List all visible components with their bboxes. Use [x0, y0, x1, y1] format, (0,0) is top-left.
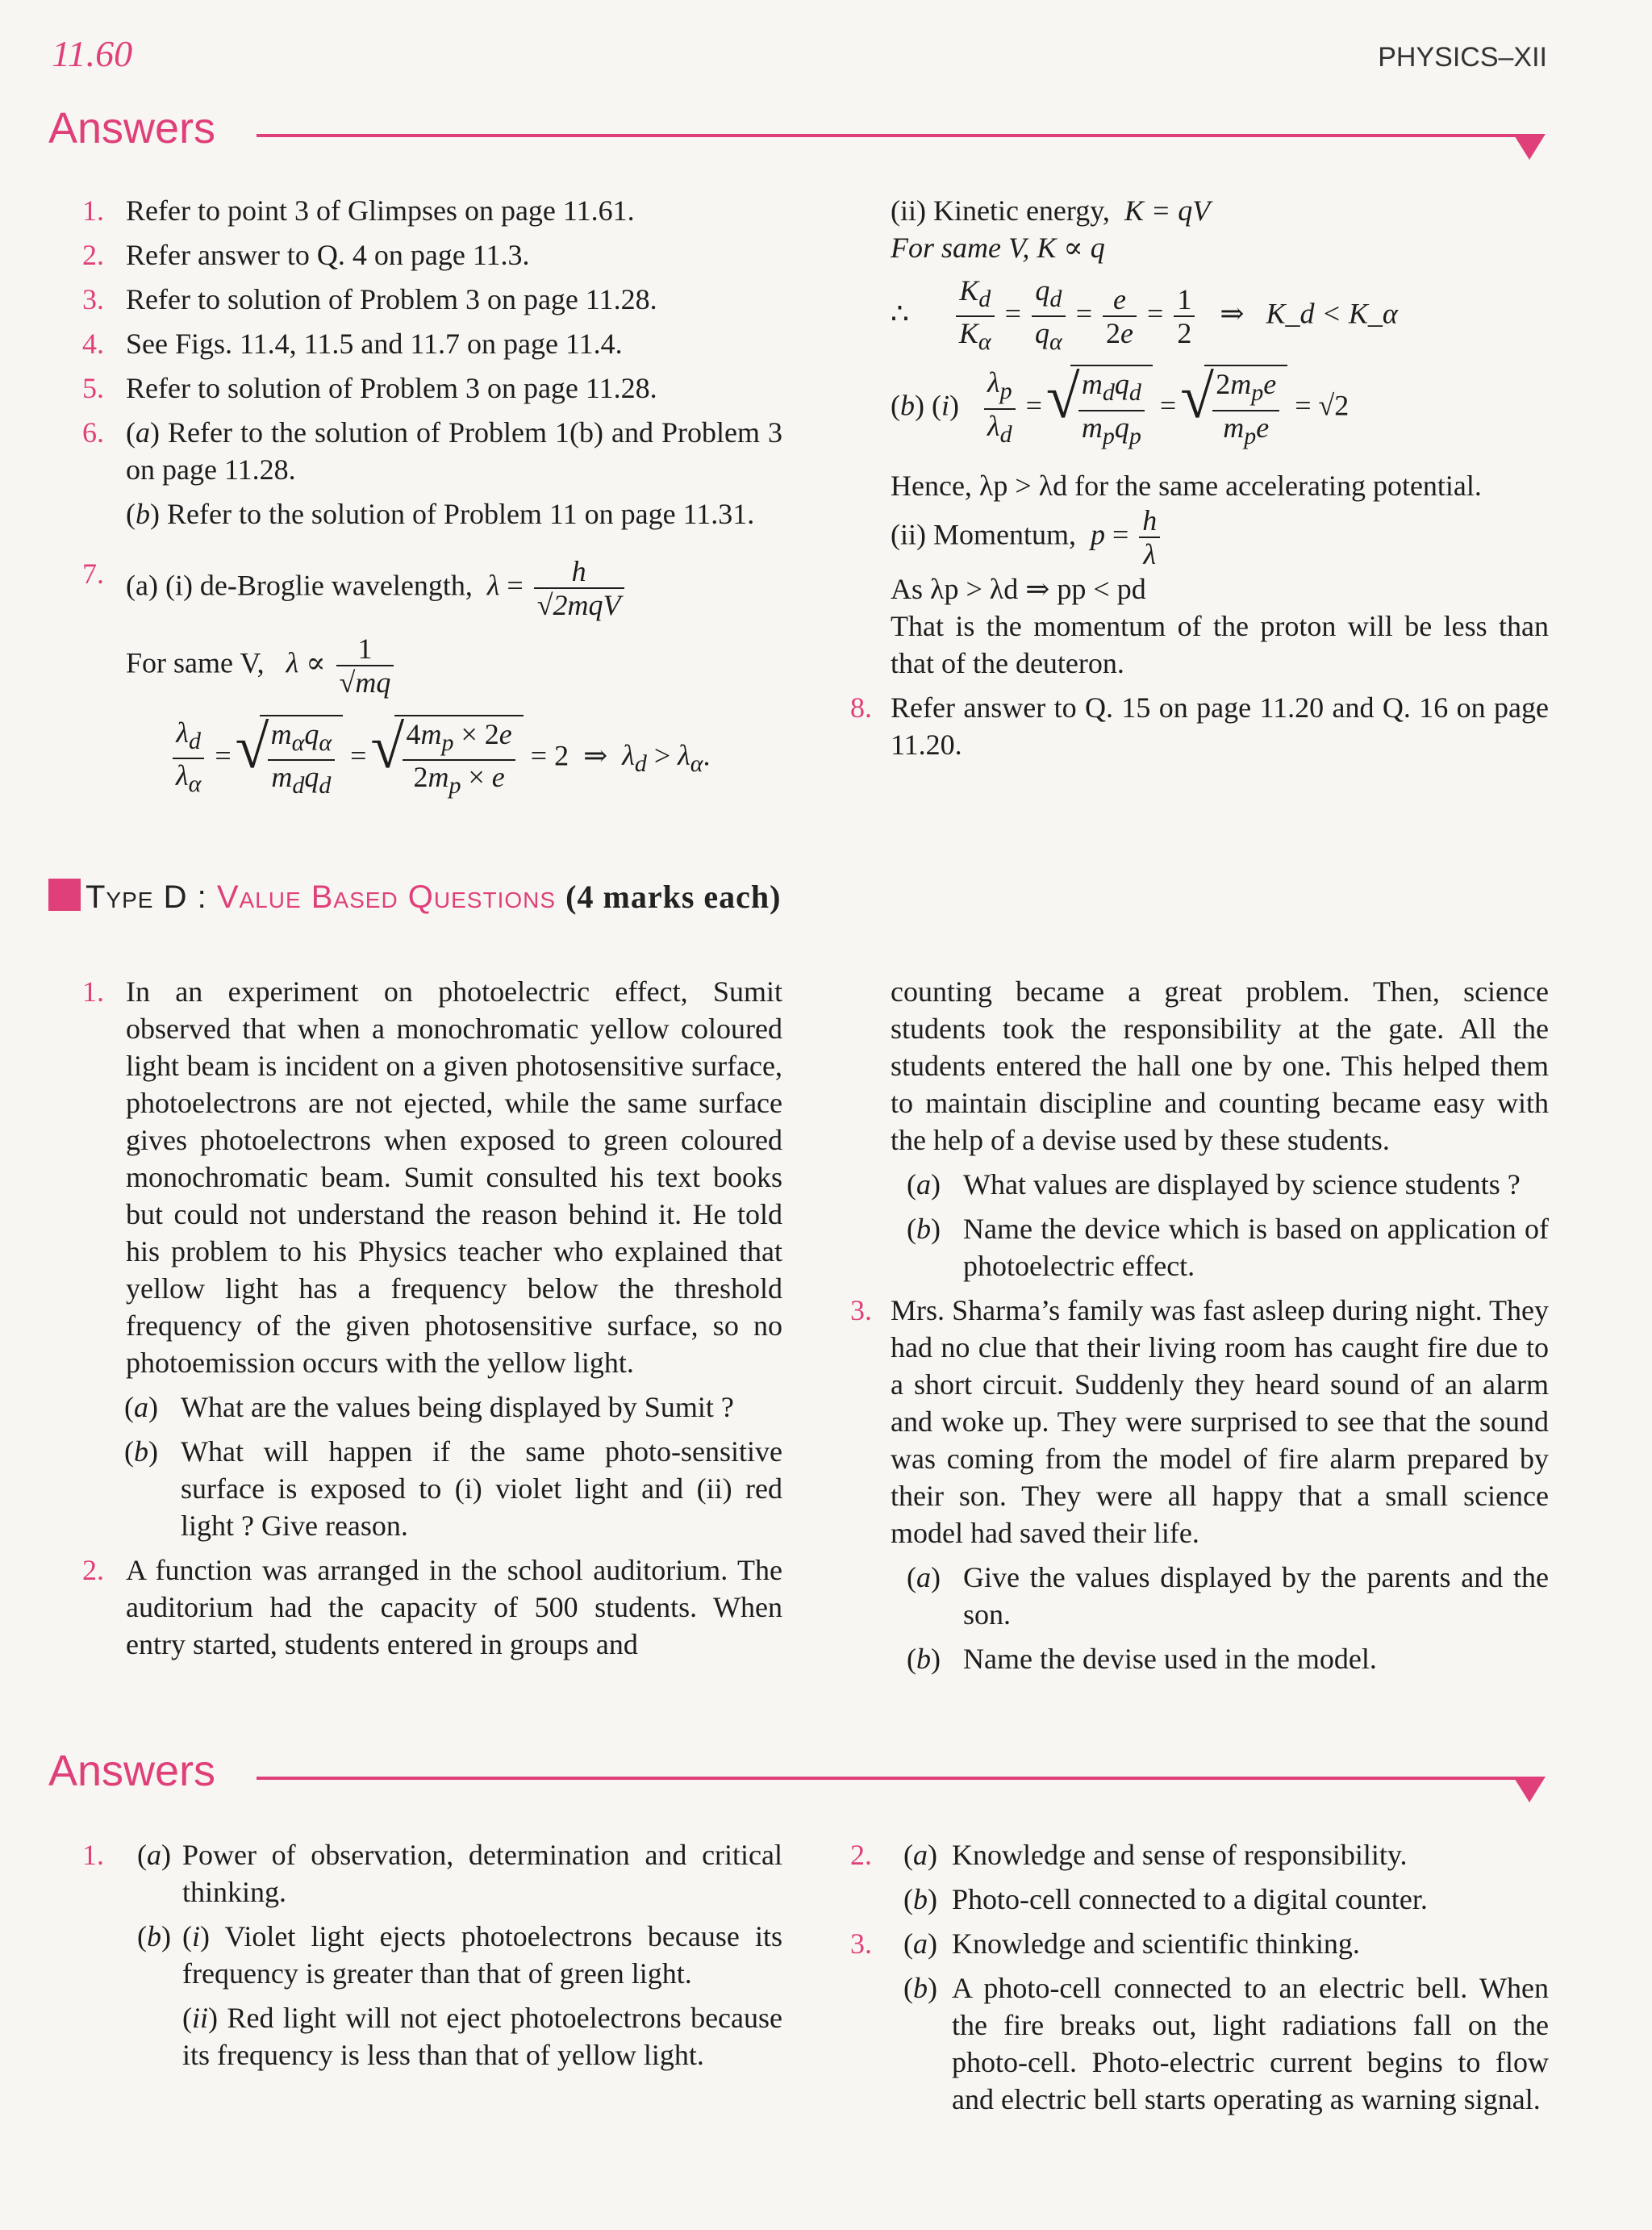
question-2-continued: counting became a great problem. Then, science students took the responsibility at the gate. All the students entered the hall one by one. This helped them to maintain discipline and counting became easy with the help of a devise used by these students.: [891, 975, 1549, 1156]
answers-heading: Answers: [48, 104, 216, 152]
de-broglie-formula: $\frac{h}{\text{√2mqV}}$: [534, 555, 624, 621]
value-answer-3b: (b) A photo-cell connected to an electric bell. When the fire breaks out, light radiations fall on the photo-cell. Photo-electric current begins to flow and electric bell starts operating as warning signal.: [903, 1972, 1549, 2115]
answers-left-column: [48, 192, 782, 802]
answer-item-2: 2. Refer answer to Q. 4 on page 11.3.: [82, 239, 530, 271]
answer-item-6b: (b) Refer to the solution of Problem 11 on page 11.31.: [126, 498, 755, 530]
rule-arrow-icon: [1513, 1777, 1546, 1802]
answer-item-1: 1. Refer to point 3 of Glimpses on page 11.61.: [82, 194, 635, 227]
value-answer-1b-i: (b) (i) Violet light ejects photoelectrons because its frequency is greater than that of green light.: [137, 1920, 783, 1990]
proportional-relation: For same V, λ ∝ $\frac{1}{√mq}$: [126, 633, 782, 699]
answer-item-4: 4. See Figs. 11.4, 11.5 and 11.7 on page 11.4.: [82, 328, 623, 360]
answer-item-7: 7. (a) (i) de-Broglie wavelength, λ = $\frac{h}{\text{√2mqV}}$: [48, 555, 782, 621]
as-line: As λp > λd ⇒ pp < pd: [891, 572, 1146, 605]
value-answer-1b-ii: (ii) Red light will not eject photoelectrons because its frequency is less than that of yellow light.: [182, 2002, 782, 2071]
answer-item-5: 5. Refer to solution of Problem 3 on page 11.28.: [82, 372, 657, 404]
heading-rule-2: [257, 1777, 1542, 1780]
question-1: 1. In an experiment on photoelectric effect, Sumit observed that when a monochromatic yellow coloured light beam is incident on a given photosensitive surface, photoelectrons are not ejected, while the same surface gives photoelectrons when exposed to green coloured monochromatic beam. Sumit consulted his text books but could not understand the reason behind it. He told his problem to his Physics teacher who explained that yellow light has a frequency below the threshold frequency of the given photosensitive surface, so no photoemission occurs with the yellow light.: [82, 975, 782, 1379]
question-3: 3. Mrs. Sharma’s family was fast asleep during night. They had no clue that their living room has caught fire due to a short circuit. Suddenly they heard sound of an alarm and woke up. They were surprised to see that the sound was coming from the model of fire alarm prepared by their son. They were all happy that a small science model had saved their life.: [850, 1294, 1549, 1549]
kinetic-ratio-equation: ∴ $\frac{K_d}{K_\alpha}$ = $\frac{q_d}{q_\alpha}$ = $\frac{e}{2e}$ = $\frac{1}{2}$ ⇒ K_d < K_α: [891, 274, 1398, 356]
answers-right-column: [850, 192, 1549, 770]
question-1a: (a) What are the values being displayed by Sumit ?: [124, 1391, 734, 1423]
questions-right-column: [850, 973, 1549, 1685]
question-2: 2. A function was arranged in the school auditorium. The auditorium had the capacity of 500 students. When entry started, students entered in groups and: [82, 1554, 782, 1660]
momentum-line: (ii) Momentum, p = $\frac{h}{\lambda}$: [891, 504, 1549, 570]
page-number: 11.60: [52, 33, 133, 74]
answer-item-6a: 6. (a) Refer to the solution of Problem 1(b) and Problem 3 on page 11.28.: [82, 416, 782, 486]
for-same-v-line: For same V, K ∝ q: [891, 232, 1105, 264]
question-2a: (a) What values are displayed by science students ?: [907, 1168, 1521, 1201]
answer-item-8: 8. Refer answer to Q. 15 on page 11.20 and Q. 16 on page 11.20.: [850, 691, 1549, 761]
value-answers-right: [850, 1836, 1549, 2125]
running-head: PHYSICS–XII: [1378, 42, 1547, 73]
value-answer-1a: 1. (a) Power of observation, determination and critical thinking.: [82, 1839, 782, 1908]
heading-rule: [257, 134, 1542, 137]
ratio-equation: $\frac{\lambda_d}{\lambda_\alpha}$ = √ $\frac{m_\alpha q_\alpha}{m_dq_d}$ = √ $\frac{4m_p \times 2e}{2m_p \times e}$ = 2 ⇒ $\lambda_d > \lambda_\alpha$.: [169, 715, 782, 802]
value-answers-left: [48, 1836, 782, 2073]
kinetic-energy-line: (ii) Kinetic energy, K = qV: [891, 194, 1211, 227]
questions-left-column: [48, 973, 782, 1670]
question-2b: (b) Name the device which is based on application of photoelectric effect.: [907, 1213, 1549, 1282]
value-answer-3a: 3. (a) Knowledge and scientific thinking.: [850, 1927, 1360, 1960]
wavelength-ratio-equation: (b) (i) $\frac{\lambda_p}{\lambda_d}$ = √ $\frac{m_dq_d}{m_pq_p}$ = √ $\frac{2m_pe}{m_pe}$ = √2: [891, 365, 1549, 452]
value-answer-2b: (b) Photo-cell connected to a digital counter.: [903, 1883, 1428, 1915]
section-square-icon: [48, 879, 81, 911]
momentum-conclusion: That is the momentum of the proton will be less than that of the deuteron.: [891, 609, 1549, 679]
question-3a: (a) Give the values displayed by the parents and the son.: [907, 1561, 1549, 1631]
rule-arrow-icon: [1513, 134, 1546, 160]
value-answer-2a: 2. (a) Knowledge and sense of responsibility.: [850, 1839, 1408, 1871]
hence-line: Hence, λp > λd for the same accelerating potential.: [891, 469, 1482, 502]
question-3b: (b) Name the devise used in the model.: [907, 1643, 1377, 1675]
question-1b: (b) What will happen if the same photo-sensitive surface is exposed to (i) violet light and (ii) red light ? Give reason.: [124, 1435, 782, 1542]
answer-item-3: 3. Refer to solution of Problem 3 on page 11.28.: [82, 283, 657, 315]
answers-heading-2: Answers: [48, 1747, 216, 1795]
section-heading-type-d: Type D : Value Based Questions (4 marks each): [48, 878, 781, 916]
